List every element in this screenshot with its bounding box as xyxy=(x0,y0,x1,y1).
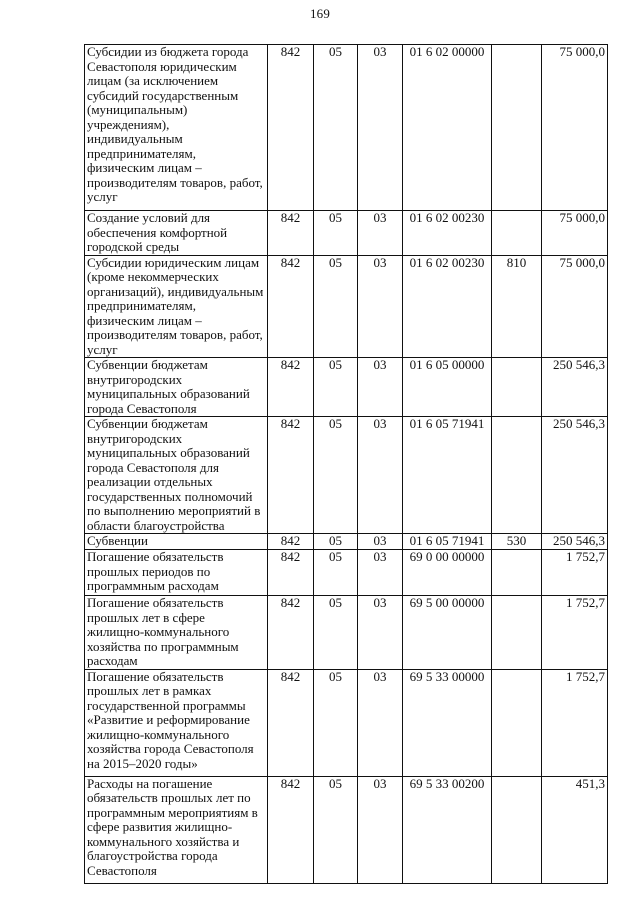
row-pr: 03 xyxy=(358,776,403,883)
table-row xyxy=(85,776,608,883)
row-pr: 03 xyxy=(358,255,403,358)
row-vr xyxy=(492,596,542,670)
row-amount: 250 546,3 xyxy=(542,417,608,534)
row-vr xyxy=(492,358,542,417)
row-ved: 842 xyxy=(268,45,314,211)
row-rz: 05 xyxy=(314,211,358,256)
row-rz: 05 xyxy=(314,45,358,211)
row-name: Субвенции бюджетам внутригородских муниципальных образований города Севастополя xyxy=(85,358,268,417)
row-name: Субсидии юридическим лицам (кроме некоммерческих организаций), индивидуальным предпринимателям, физическим лицам – производителям товаров, работ, услуг xyxy=(85,255,268,358)
row-ved: 842 xyxy=(268,358,314,417)
row-rz: 05 xyxy=(314,534,358,550)
row-csr: 01 6 02 00230 xyxy=(403,255,492,358)
row-csr: 01 6 02 00230 xyxy=(403,211,492,256)
table-row xyxy=(85,255,608,358)
row-amount: 1 752,7 xyxy=(542,596,608,670)
row-name: Погашение обязательств прошлых лет в сфере жилищно-коммунального хозяйства по программным расходам xyxy=(85,596,268,670)
row-pr: 03 xyxy=(358,669,403,776)
table-row xyxy=(85,417,608,534)
row-pr: 03 xyxy=(358,211,403,256)
table-row xyxy=(85,211,608,256)
row-ved: 842 xyxy=(268,255,314,358)
row-ved: 842 xyxy=(268,211,314,256)
page-number: 169 xyxy=(309,6,331,21)
row-amount: 1 752,7 xyxy=(542,669,608,776)
row-vr xyxy=(492,45,542,211)
row-csr: 01 6 05 71941 xyxy=(403,417,492,534)
row-rz: 05 xyxy=(314,776,358,883)
row-name: Субвенции xyxy=(85,534,268,550)
row-amount: 75 000,0 xyxy=(542,45,608,211)
table-row xyxy=(85,596,608,670)
row-ved: 842 xyxy=(268,534,314,550)
row-amount: 75 000,0 xyxy=(542,211,608,256)
table-row xyxy=(85,534,608,550)
row-amount: 75 000,0 xyxy=(542,255,608,358)
row-vr: 810 xyxy=(492,255,542,358)
row-vr xyxy=(492,776,542,883)
table-row xyxy=(85,358,608,417)
row-vr xyxy=(492,669,542,776)
table-row xyxy=(85,45,608,211)
row-vr xyxy=(492,550,542,596)
row-csr: 01 6 02 00000 xyxy=(403,45,492,211)
row-csr: 69 5 33 00000 xyxy=(403,669,492,776)
row-rz: 05 xyxy=(314,417,358,534)
row-csr: 69 5 33 00200 xyxy=(403,776,492,883)
row-csr: 69 0 00 00000 xyxy=(403,550,492,596)
row-amount: 1 752,7 xyxy=(542,550,608,596)
budget-table xyxy=(84,44,608,884)
table-row xyxy=(85,669,608,776)
row-pr: 03 xyxy=(358,550,403,596)
row-vr: 530 xyxy=(492,534,542,550)
row-name: Создание условий для обеспечения комфортной городской среды xyxy=(85,211,268,256)
row-ved: 842 xyxy=(268,550,314,596)
row-pr: 03 xyxy=(358,534,403,550)
row-amount: 250 546,3 xyxy=(542,358,608,417)
row-name: Погашение обязательств прошлых периодов по программным расходам xyxy=(85,550,268,596)
row-name: Субсидии из бюджета города Севастополя юридическим лицам (за исключением субсидий государственным (муниципальным) учреждениям), индивидуальным предпринимателям, физическим лицам – производителям товаров, работ, услуг xyxy=(85,45,268,211)
table-row xyxy=(85,550,608,596)
row-csr: 01 6 05 00000 xyxy=(403,358,492,417)
row-ved: 842 xyxy=(268,417,314,534)
row-pr: 03 xyxy=(358,45,403,211)
row-pr: 03 xyxy=(358,417,403,534)
row-vr xyxy=(492,417,542,534)
row-name: Субвенции бюджетам внутригородских муниципальных образований города Севастополя для реализации отдельных государственных полномочий по выполнению мероприятий в области благоустройства xyxy=(85,417,268,534)
row-ved: 842 xyxy=(268,669,314,776)
row-amount: 451,3 xyxy=(542,776,608,883)
row-pr: 03 xyxy=(358,596,403,670)
row-ved: 842 xyxy=(268,776,314,883)
row-name: Погашение обязательств прошлых лет в рамках государственной программы «Развитие и реформирование жилищно-коммунального хозяйства города Севастополя на 2015–2020 годы» xyxy=(85,669,268,776)
row-rz: 05 xyxy=(314,669,358,776)
row-pr: 03 xyxy=(358,358,403,417)
row-name: Расходы на погашение обязательств прошлых лет по программным мероприятиям в сфере развития жилищно-коммунального хозяйства и благоустройства города Севастополя xyxy=(85,776,268,883)
row-amount: 250 546,3 xyxy=(542,534,608,550)
row-ved: 842 xyxy=(268,596,314,670)
row-rz: 05 xyxy=(314,255,358,358)
row-csr: 01 6 05 71941 xyxy=(403,534,492,550)
row-rz: 05 xyxy=(314,550,358,596)
row-rz: 05 xyxy=(314,358,358,417)
row-rz: 05 xyxy=(314,596,358,670)
row-csr: 69 5 00 00000 xyxy=(403,596,492,670)
row-vr xyxy=(492,211,542,256)
